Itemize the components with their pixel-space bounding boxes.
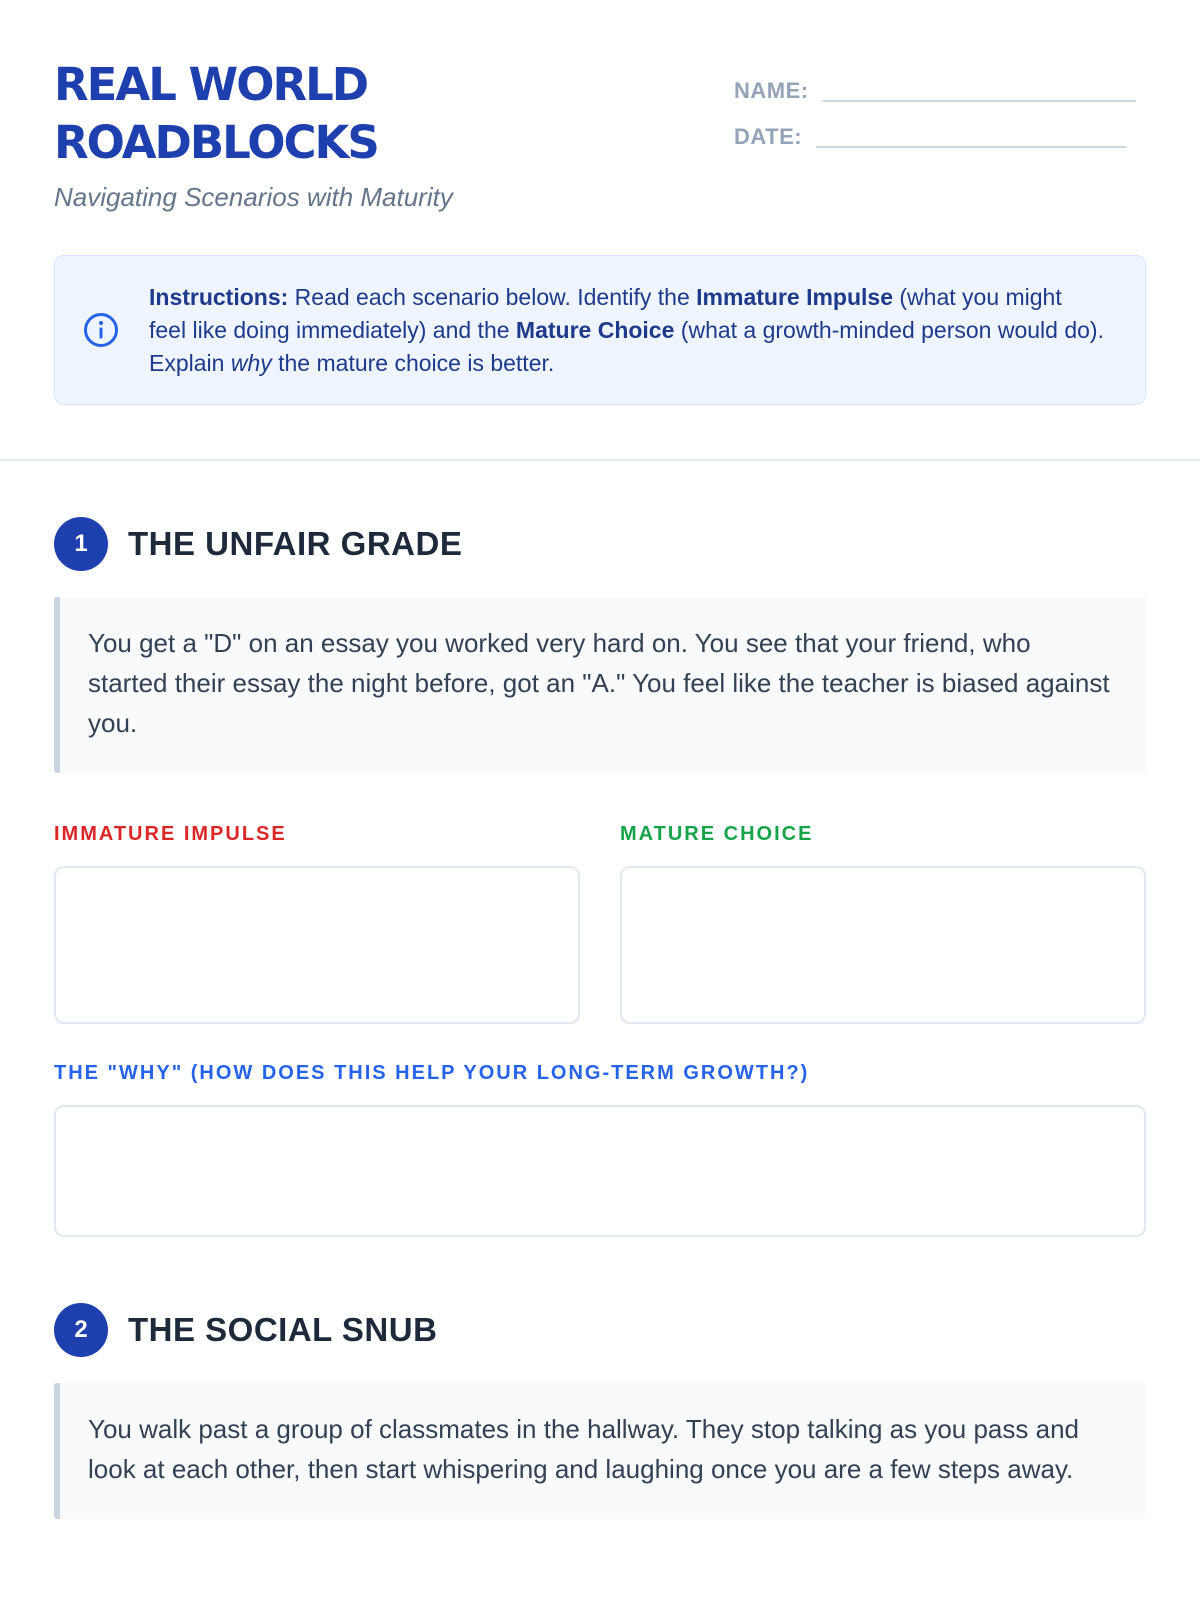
instructions-part-4: the mature choice is better.	[271, 349, 555, 376]
scenario-1	[0, 517, 1200, 1237]
immature-impulse-label: IMMATURE IMPULSE	[54, 823, 287, 845]
section-divider	[0, 459, 1200, 461]
mature-choice-label: MATURE CHOICE	[620, 823, 814, 845]
name-field[interactable]	[823, 78, 1136, 102]
info-icon	[83, 312, 119, 348]
name-date-fields	[734, 58, 1146, 150]
worksheet-header	[0, 0, 1200, 405]
instructions-part-1: Read each scenario below. Identify the	[288, 283, 697, 310]
instructions-term-mature: Mature Choice	[515, 316, 675, 343]
scenario-header	[54, 517, 1146, 571]
instructions-lead: Instructions:	[149, 283, 289, 310]
why-answer-box[interactable]	[54, 1105, 1146, 1237]
name-label: NAME:	[734, 78, 809, 103]
title-block	[54, 56, 474, 213]
name-field-row	[734, 58, 1146, 104]
scenario-description: You walk past a group of classmates in the hallway. They stop talking as you pass and look at each other, then start whispering and laughing once you are a few steps away.	[54, 1383, 1146, 1519]
instructions-box	[54, 255, 1146, 405]
scenario-number-badge: 2	[54, 1303, 108, 1357]
scenario-title: THE SOCIAL SNUB	[128, 1311, 438, 1348]
instructions-part-2: (what you might feel like doing immediately) and the	[149, 283, 1062, 343]
page-subtitle: Navigating Scenarios with Maturity	[54, 182, 453, 212]
scenario-description: You get a "D" on an essay you worked very hard on. You see that your friend, who started their essay the night before, got an "A." You feel like the teacher is biased against you.	[54, 597, 1146, 773]
why-block	[54, 1062, 1146, 1237]
instructions-term-immature: Immature Impulse	[696, 283, 893, 310]
date-field-row	[734, 104, 1146, 150]
instructions-emphasis: why	[230, 349, 272, 376]
instructions-text	[149, 281, 1105, 380]
immature-impulse-answer-box[interactable]	[54, 866, 580, 1024]
title-line-1: REAL WORLD	[54, 58, 368, 111]
scenario-header	[54, 1303, 1146, 1357]
mature-choice-column	[620, 823, 1146, 1024]
scenario-number-badge: 1	[54, 517, 108, 571]
scenario-title: THE UNFAIR GRADE	[128, 525, 463, 562]
immature-impulse-column	[54, 823, 580, 1024]
why-label: THE "WHY" (HOW DOES THIS HELP YOUR LONG-TERM GROWTH?)	[54, 1062, 810, 1084]
answer-row	[54, 823, 1146, 1024]
instructions-part-3: (what a growth-minded person would do). Explain	[149, 316, 1104, 376]
page-title	[54, 56, 474, 172]
date-label: DATE:	[734, 124, 803, 149]
mature-choice-answer-box[interactable]	[620, 866, 1146, 1024]
scenario-2	[0, 1303, 1200, 1519]
date-field[interactable]	[816, 124, 1126, 148]
title-line-2: ROADBLOCKS	[54, 116, 378, 169]
header-row	[54, 56, 1146, 213]
